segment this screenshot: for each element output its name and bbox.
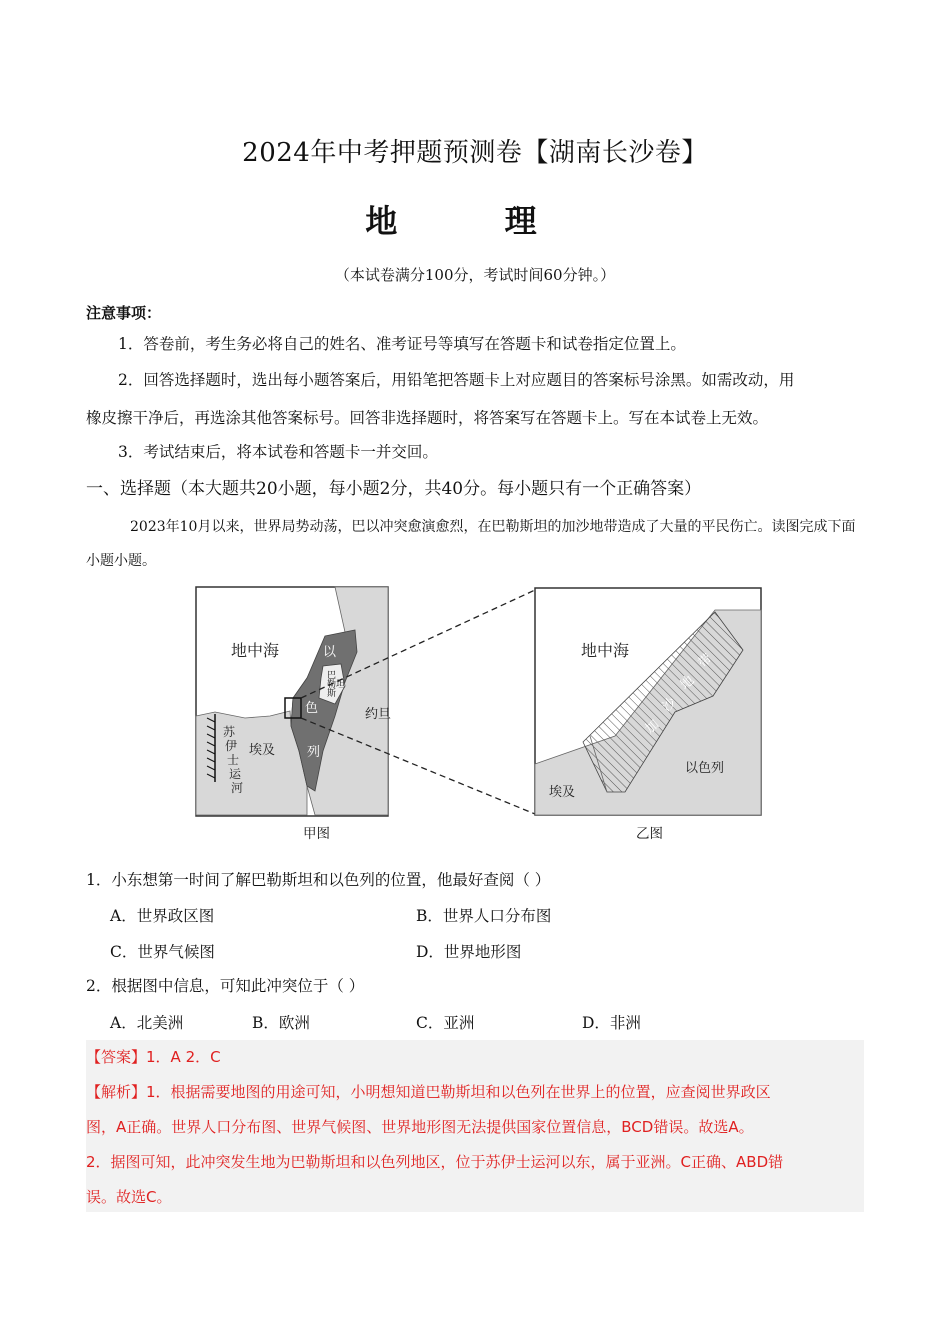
page-title: 2024年中考押题预测卷【湖南长沙卷】 — [242, 138, 708, 168]
land-egypt — [196, 711, 307, 815]
map-a — [196, 587, 391, 816]
palestine-label-1: 巴 — [327, 671, 337, 681]
egypt-label-b: 埃及 — [549, 785, 576, 800]
passage-intro: 2023年10月以来，世界局势动荡，巴以冲突愈演愈烈，在巴勒斯坦的加沙地带造成了大量的平民伤亡。读图完成下面小题小题。 — [86, 519, 856, 569]
map-a-sea-label: 地中海 — [231, 641, 280, 660]
canal-label-5: 河 — [231, 781, 244, 795]
answer-label: 【答案】 — [86, 1048, 147, 1066]
question-2-stem: 2．根据图中信息，可知此冲突位于（ ） — [86, 977, 365, 995]
answer-line — [86, 1040, 221, 1075]
analysis-label: 【解析】 — [86, 1083, 147, 1101]
note-item-2-cont: 橡皮擦干净后，再选涂其他答案标号。回答非选择题时，将答案写在答题卡上。写在本试卷上无效。 — [86, 409, 769, 427]
map-b — [535, 588, 761, 815]
canal-label-4: 运 — [229, 767, 242, 781]
egypt-label-a: 埃及 — [249, 743, 276, 758]
section-heading: 一、选择题（本大题共20小题，每小题2分，共40分。每小题只有一个正确答案） — [86, 479, 702, 499]
jordan-label: 约旦 — [365, 707, 392, 722]
gaza-label-2: 沙 — [659, 695, 680, 715]
analysis-line-4: 误。故选C。 — [86, 1188, 172, 1206]
gaza-label-3: 地 — [677, 673, 698, 693]
subject-title: 地 理 — [365, 202, 585, 240]
note-item-2: 2．回答选择题时，选出每小题答案后，用铅笔把答题卡上对应题目的答案标号涂黑。如需改动，用 — [118, 371, 795, 389]
answer-text: 1．A 2．C — [146, 1048, 221, 1066]
exam-info: （本试卷满分100分，考试时间60分钟。） — [334, 266, 616, 284]
canal-label-3: 士 — [227, 753, 240, 767]
notes-heading: 注意事项： — [86, 304, 162, 322]
canal-label-2: 伊 — [225, 739, 238, 753]
israel-label-b: 以色列 — [685, 761, 725, 776]
question-1-option-d: D．世界地形图 — [416, 943, 522, 961]
note-item-1: 1．答卷前，考生务必将自己的姓名、准考证号等填写在答题卡和试卷指定位置上。 — [118, 335, 686, 353]
answer-box — [86, 1040, 864, 1212]
question-2-option-c: C．亚洲 — [416, 1014, 475, 1032]
question-2-option-b: B．欧洲 — [252, 1014, 310, 1032]
gaza-label-1: 加 — [642, 717, 663, 737]
palestine-label-4: 坦 — [336, 680, 346, 690]
map-b-sea-label: 地中海 — [581, 641, 630, 660]
analysis-line-1: 【解析】1．根据需要地图的用途可知，小明想知道巴勒斯坦和以色列在世界上的位置，应查阅世界政区 — [86, 1083, 771, 1101]
question-1-option-b: B．世界人口分布图 — [416, 907, 552, 925]
note-item-3: 3．考试结束后，将本试卷和答题卡一并交回。 — [118, 443, 438, 461]
israel-label-2: 色 — [305, 701, 319, 716]
palestine-label-2: 勒 — [327, 680, 337, 690]
israel-label-1: 以 — [323, 645, 337, 660]
question-1-stem: 1．小东想第一时间了解巴勒斯坦和以色列的位置，他最好查阅（ ） — [86, 871, 551, 889]
gaza-label-4: 带 — [695, 651, 716, 671]
analysis-line-2: 图，A正确。世界人口分布图、世界气候图、世界地形图无法提供国家位置信息，BCD错误。故选A。 — [86, 1118, 754, 1136]
caption-map-a: 甲图 — [303, 826, 330, 842]
palestine-label-3: 斯 — [327, 689, 337, 699]
caption-map-b: 乙图 — [636, 826, 663, 842]
question-1-option-a: A．世界政区图 — [110, 907, 215, 925]
canal-label-1: 苏 — [223, 725, 236, 739]
question-2-option-a: A．北美洲 — [110, 1014, 184, 1032]
question-2-option-d: D．非洲 — [582, 1014, 641, 1032]
analysis-line-3: 2．据图可知，此冲突发生地为巴勒斯坦和以色列地区，位于苏伊士运河以东，属于亚洲。C正确、ABD错 — [86, 1153, 784, 1171]
map-figure — [195, 586, 765, 818]
question-1-option-c: C．世界气候图 — [110, 943, 215, 961]
israel-label-3: 列 — [307, 745, 321, 760]
